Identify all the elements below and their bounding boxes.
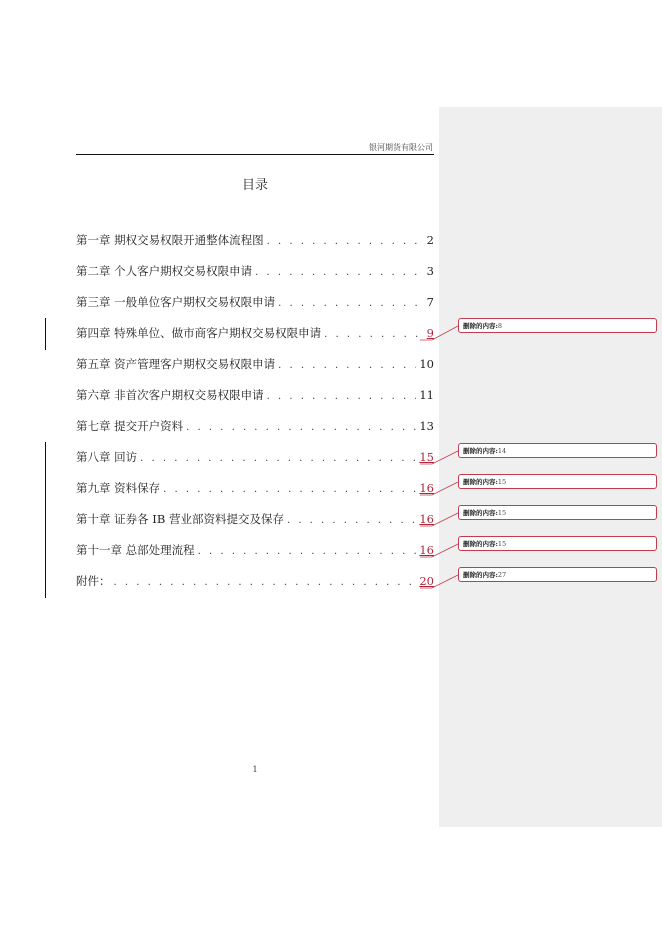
header-rule (76, 154, 434, 155)
comment-label: 删除的内容: (463, 540, 498, 548)
toc-entry-page: 20 (419, 574, 434, 588)
comment-balloon-2[interactable] (458, 443, 657, 458)
toc-entry-page: 16 (419, 543, 434, 557)
toc-entry-page: 16 (419, 481, 434, 495)
toc-entry-3[interactable] (76, 294, 434, 310)
toc-entry-page: 11 (419, 388, 434, 402)
toc-leader (278, 298, 423, 309)
comment-balloon-3[interactable] (458, 474, 657, 489)
toc-entry-text: 附件： (76, 574, 111, 588)
toc-entry-text: 第三章 一般单位客户期权交易权限申请 (76, 295, 276, 309)
toc-entry-text: 第二章 个人客户期权交易权限申请 (76, 264, 253, 278)
toc-entry-6[interactable] (76, 387, 434, 403)
toc-entry-4[interactable] (76, 325, 434, 341)
toc-entry-7[interactable] (76, 418, 434, 434)
toc-leader (198, 546, 417, 557)
toc-entry-page: 16 (419, 512, 434, 526)
comment-label: 删除的内容: (463, 322, 498, 330)
toc-entry-page: 7 (426, 295, 434, 309)
toc-entry-text: 第六章 非首次客户期权交易权限申请 (76, 388, 264, 402)
comment-label: 删除的内容: (463, 571, 498, 579)
toc-entry-text: 第九章 资料保存 (76, 481, 161, 495)
comment-value: 15 (497, 540, 507, 548)
toc-entry-text: 第五章 资产管理客户期权交易权限申请 (76, 357, 276, 371)
comment-value: 15 (497, 509, 507, 517)
comment-label: 删除的内容: (463, 478, 498, 486)
toc-leader (324, 329, 423, 340)
toc-entry-page: 2 (426, 233, 434, 247)
comment-balloon-1[interactable] (458, 318, 657, 333)
change-bar-2 (45, 442, 46, 598)
toc-entry-text: 第十一章 总部处理流程 (76, 543, 195, 557)
comment-label: 删除的内容: (463, 447, 498, 455)
toc-entry-12[interactable] (76, 573, 434, 589)
toc-leader (140, 453, 416, 464)
toc-leader (278, 360, 416, 371)
comment-value: 15 (497, 478, 507, 486)
toc-entry-text: 第一章 期权交易权限开通整体流程图 (76, 233, 264, 247)
toc-leader (255, 267, 423, 278)
toc-entry-page: 13 (419, 419, 434, 433)
toc-entry-text: 第七章 提交开户资料 (76, 419, 184, 433)
toc-entry-text: 第八章 回访 (76, 450, 138, 464)
comment-value: 8 (497, 322, 503, 330)
comment-balloon-6[interactable] (458, 567, 657, 582)
toc-entry-11[interactable] (76, 542, 434, 558)
toc-entry-10[interactable] (76, 511, 434, 527)
toc-leader (267, 236, 423, 247)
toc-leader (287, 515, 416, 526)
toc-entry-2[interactable] (76, 263, 434, 279)
comment-value: 27 (497, 571, 507, 579)
comment-label: 删除的内容: (463, 509, 498, 517)
markup-pane (439, 107, 662, 827)
toc-leader (186, 422, 416, 433)
toc-leader (163, 484, 416, 495)
toc-leader (267, 391, 417, 402)
toc-entry-8[interactable] (76, 449, 434, 465)
comment-balloon-4[interactable] (458, 505, 657, 520)
page-number: 1 (252, 765, 258, 774)
comment-balloon-5[interactable] (458, 536, 657, 551)
toc-entry-page: 3 (426, 264, 434, 278)
toc-title: 目录 (241, 178, 268, 193)
toc-entry-page: 15 (419, 450, 434, 464)
change-bar-1 (45, 318, 46, 350)
toc-entry-page: 9 (426, 326, 434, 340)
toc-entry-text: 第四章 特殊单位、做市商客户期权交易权限申请 (76, 326, 322, 340)
toc-entry-9[interactable] (76, 480, 434, 496)
toc-entry-page: 10 (419, 357, 434, 371)
toc-entry-text: 第十章 证券各 IB 营业部资料提交及保存 (76, 512, 284, 526)
header-company-name: 银河期货有限公司 (369, 143, 433, 152)
comment-value: 14 (497, 447, 507, 455)
toc-leader (114, 577, 417, 588)
toc-entry-5[interactable] (76, 356, 434, 372)
toc-entry-1[interactable] (76, 232, 434, 248)
